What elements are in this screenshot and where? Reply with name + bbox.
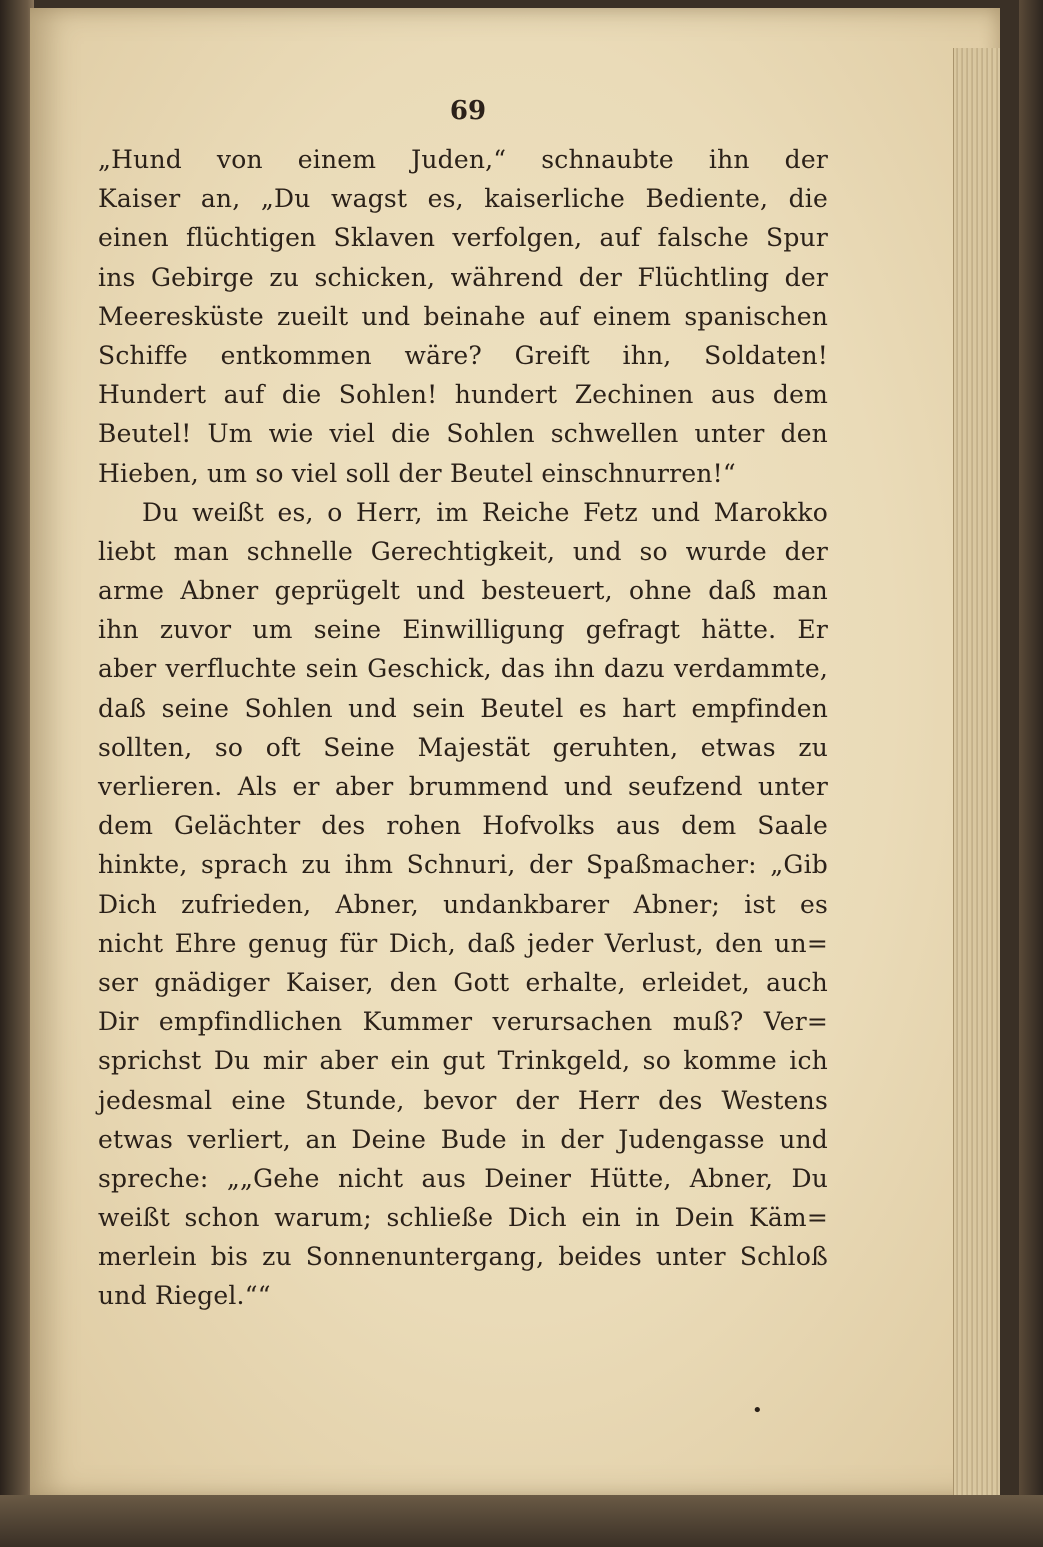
text-line: Hieben, um so viel soll der Beutel einschnurren!“ [98,458,736,488]
page-edges [953,48,1000,1498]
text-line: einen flüchtigen Sklaven verfolgen, auf falsche Spur [98,223,828,253]
text-line: spreche: „„Gehe nicht aus Deiner Hütte, Abner, Du [98,1163,828,1193]
text-line: ser gnädiger Kaiser, den Gott erhalte, erleidet, auch [98,967,828,997]
text-line: jedesmal eine Stunde, bevor der Herr des Westens [98,1085,828,1115]
text-line: nicht Ehre genug für Dich, daß jeder Verlust, den un= [98,928,828,958]
text-line: Hundert auf die Sohlen! hundert Zechinen aus dem [98,380,828,410]
text-line: weißt schon warum; schließe Dich ein in Dein Käm= [98,1203,828,1233]
text-line: sollten, so oft Seine Majestät geruhten, etwas zu [98,732,828,762]
text-line: Meeresküste zueilt und beinahe auf einem spanischen [98,301,828,331]
text-line: aber verfluchte sein Geschick, das ihn dazu verdammte, [98,654,828,684]
page-number: 69 [449,96,487,126]
text-line: und Riegel.““ [98,1281,271,1311]
text-line: etwas verliert, an Deine Bude in der Judengasse und [98,1124,828,1154]
text-line: daß seine Sohlen und sein Beutel es hart empfinden [98,693,828,723]
text-line: Kaiser an, „Du wagst es, kaiserliche Bediente, die [98,184,828,214]
text-line: hinkte, sprach zu ihm Schnuri, der Spaßmacher: „Gib [98,850,828,880]
text-line: ins Gebirge zu schicken, während der Flüchtling der [98,262,828,292]
text-line: sprichst Du mir aber ein gut Trinkgeld, so komme ich [98,1046,828,1076]
text-line: merlein bis zu Sonnenuntergang, beides unter Schloß [98,1242,828,1272]
text-line: liebt man schnelle Gerechtigkeit, und so wurde der [98,536,828,566]
text-line: Dich zufrieden, Abner, undankbarer Abner; ist es [98,889,828,919]
text-line: Beutel! Um wie viel die Sohlen schwellen unter den [98,419,828,449]
text-line: ihn zuvor um seine Einwilligung gefragt hätte. Er [98,615,828,645]
text-line: arme Abner geprügelt und besteuert, ohne daß man [98,576,828,606]
text-line: „Hund von einem Juden,“ schnaubte ihn der [98,145,828,174]
book-cover-right [1019,0,1043,1547]
text-line: dem Gelächter des rohen Hofvolks aus dem Saale [98,811,828,841]
book-bottom-edge [0,1495,1043,1547]
text-line: Du weißt es, o Herr, im Reiche Fetz und Marokko [142,497,828,527]
text-line: Schiffe entkommen wäre? Greift ihn, Soldaten! [98,340,828,370]
text-line: verlieren. Als er aber brummend und seufzend unter [98,772,828,801]
book-binding-left [0,0,34,1547]
text-line: Dir empfindlichen Kummer verursachen muß? Ver= [98,1007,828,1037]
ink-mark: • [752,1400,763,1421]
page-text [98,96,828,1316]
